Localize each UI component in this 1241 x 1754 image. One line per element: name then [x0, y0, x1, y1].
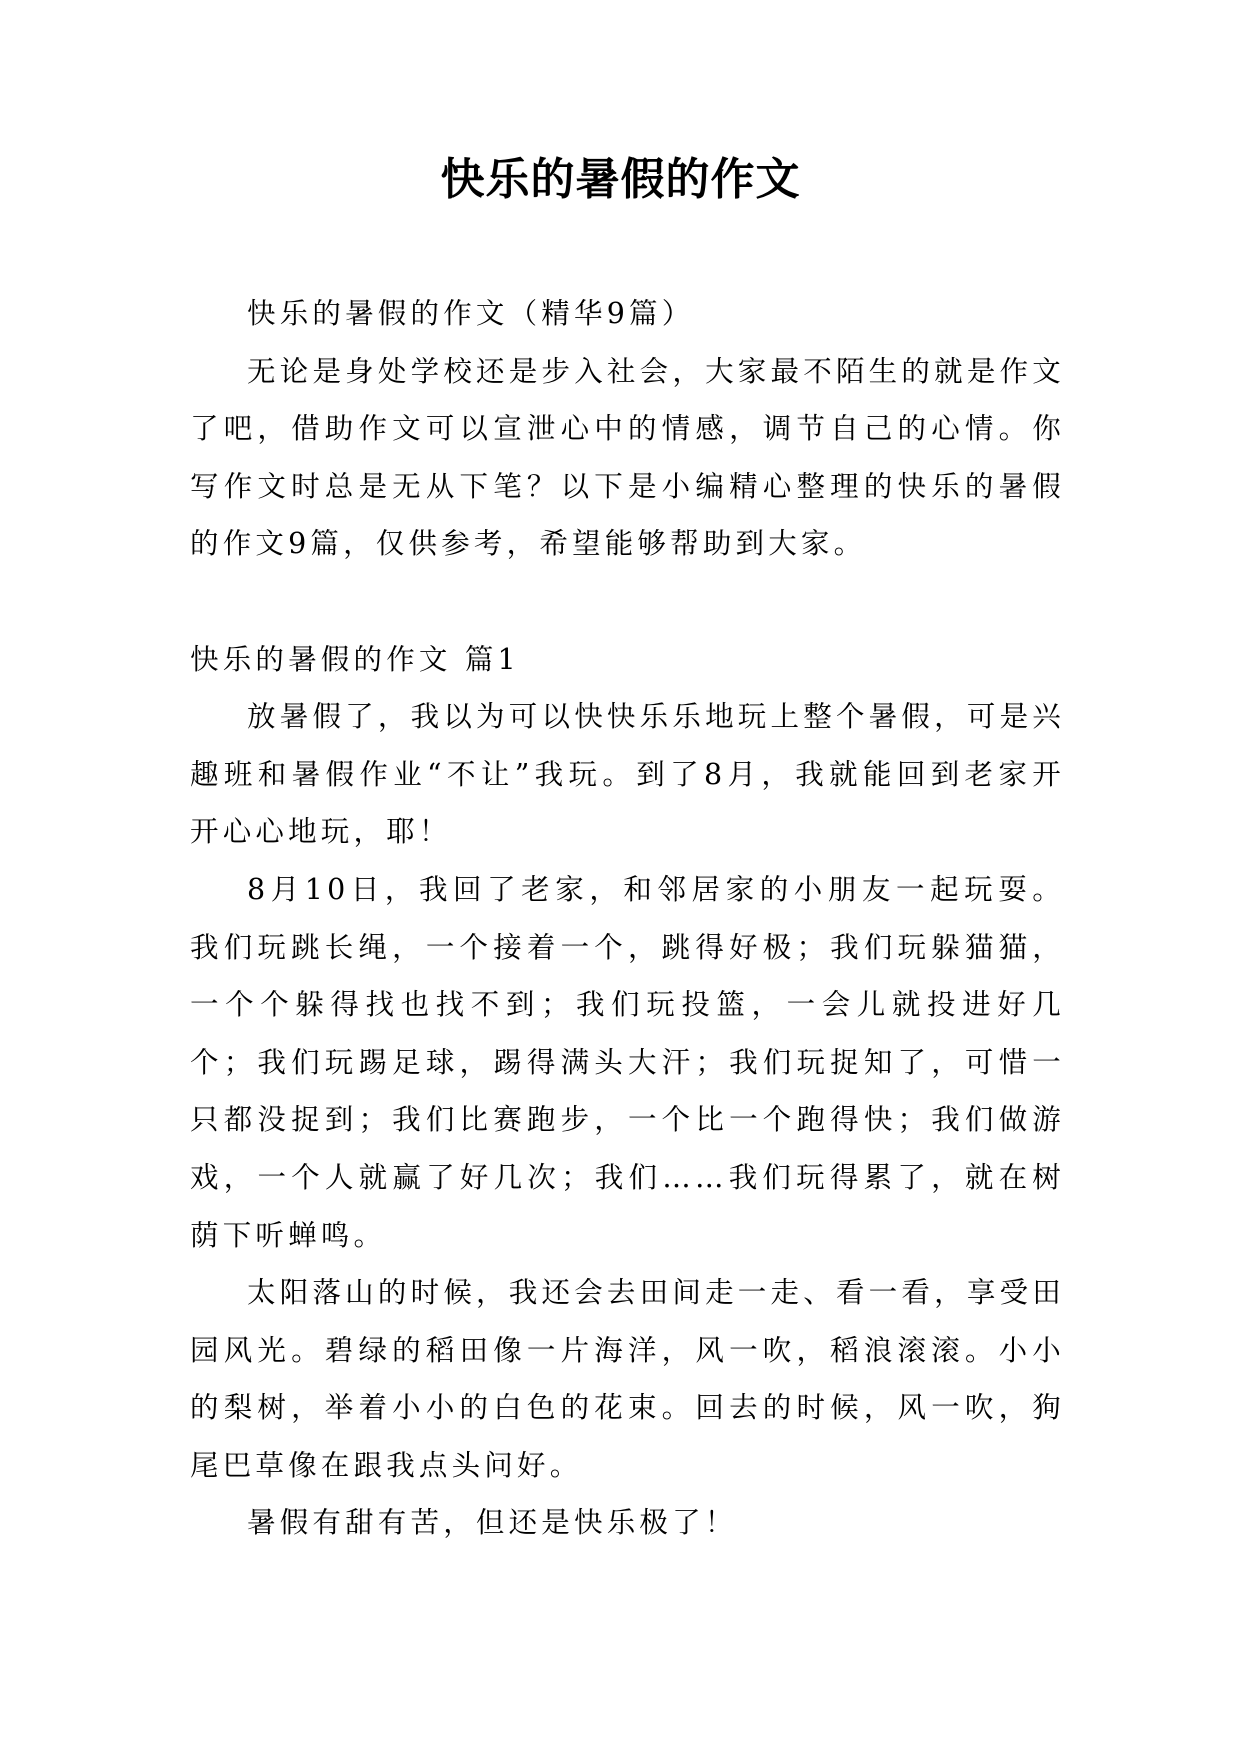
document-body [190, 285, 1065, 1552]
document-subtitle: 快乐的暑假的作文（精华9篇） [247, 297, 695, 330]
body-paragraph-1: 放暑假了，我以为可以快快乐乐地玩上整个暑假，可是兴趣班和暑假作业“不让”我玩。到了8月，我就能回到老家开开心心地玩，耶！ [190, 700, 1065, 849]
section-spacer [190, 573, 1065, 631]
body-paragraph-4: 暑假有甜有苦，但还是快乐极了！ [247, 1506, 738, 1540]
body-paragraph-3: 太阳落山的时候，我还会去田间走一走、看一看，享受田园风光。碧绿的稻田像一片海洋，风一吹，稻浪滚滚。小小的梨树，举着小小的白色的花束。回去的时候，风一吹，狗尾巴草像在跟我点头问好。 [190, 1276, 1065, 1482]
intro-paragraph: 无论是身处学校还是步入社会，大家最不陌生的就是作文了吧，借助作文可以宣泄心中的情感，调节自己的心情。你写作文时总是无从下笔？以下是小编精心整理的快乐的暑假的作文9篇，仅供参考，希望能够帮助到大家。 [190, 354, 1065, 561]
document-title: 快乐的暑假的作文 [440, 154, 801, 205]
body-paragraph-2: 8月10日，我回了老家，和邻居家的小朋友一起玩耍。我们玩跳长绳，一个接着一个，跳得好极；我们玩躲猫猫，一个个躲得找也找不到；我们玩投篮，一会儿就投进好几个；我们玩踢足球，踢得满头大汗；我们玩捉知了，可惜一只都没捉到；我们比赛跑步，一个比一个跑得快；我们做游戏，一个人就赢了好几次；我们……我们玩得累了，就在树荫下听蝉鸣。 [190, 872, 1065, 1252]
section-heading: 快乐的暑假的作文 篇1 [190, 642, 520, 676]
